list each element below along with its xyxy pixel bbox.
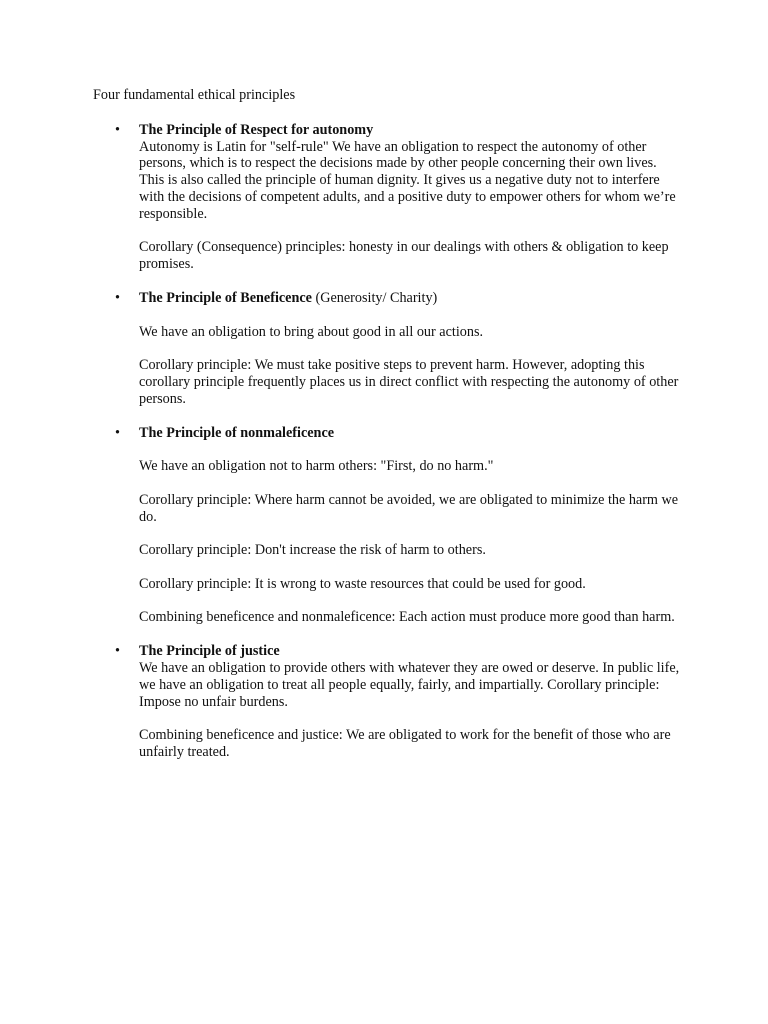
principle-paragraph: Combining beneficence and justice: We are obligated to work for the benefit of those who are unfairly treated. [139,727,671,760]
principle-paragraph: Corollary principle: We must take positive steps to prevent harm. However, adopting this corollary principle frequently places us in direct conflict with respecting the autonomy of other persons. [139,357,679,407]
bullet-icon: • [115,424,120,441]
principle-paragraph: We have an obligation to bring about good in all our actions. [139,323,484,340]
principle-paragraph: Corollary principle: Where harm cannot be avoided, we are obligated to minimize the harm we do. [139,491,679,525]
principle-item-autonomy [93,122,683,273]
principle-heading-line [139,425,683,442]
principle-heading-line [139,122,683,139]
principle-item-beneficence [93,290,683,408]
principle-heading-line [139,643,683,660]
principle-paragraph: Corollary (Consequence) principles: honesty in our dealings with others & obligation to keep promises. [139,239,669,273]
bullet-icon: • [115,121,120,138]
bullet-icon: • [115,289,120,306]
principle-paragraph: Autonomy is Latin for "self-rule" We have an obligation to respect the autonomy of other persons, which is to respect the decisions made by other people concerning their own lives. This is also called the principle of human dignity. It gives us a negative duty not to interfere with the decisions of competent adults, and a positive duty to empower others for whom we’re responsible. [139,138,676,222]
principle-paragraph: Combining beneficence and nonmaleficence: Each action must produce more good than harm. [139,609,675,626]
principle-paragraph: Corollary principle: It is wrong to waste resources that could be used for good. [139,575,586,592]
bullet-icon: • [115,643,120,660]
document-title: Four fundamental ethical principles [93,87,296,103]
principle-item-nonmaleficence [93,425,683,627]
principle-heading: The Principle of justice [139,643,280,660]
principle-heading-line [139,290,683,307]
principle-paragraph: Corollary principle: Don't increase the risk of harm to others. [139,542,486,559]
principle-heading: The Principle of Beneficence [139,289,312,306]
document-page [93,87,683,778]
principle-item-justice [93,643,683,761]
principles-list [93,122,683,761]
principle-heading: The Principle of nonmaleficence [139,424,335,441]
principle-paragraph: We have an obligation to provide others with whatever they are owed or deserve. In public life, we have an obligation to treat all people equally, fairly, and impartially. Corollary principle: Impose no unfair burdens. [139,659,680,710]
principle-subtitle: (Generosity/ Charity) [311,289,438,306]
principle-heading: The Principle of Respect for autonomy [139,121,374,138]
principle-paragraph: We have an obligation not to harm others: "First, do no harm." [139,458,494,475]
